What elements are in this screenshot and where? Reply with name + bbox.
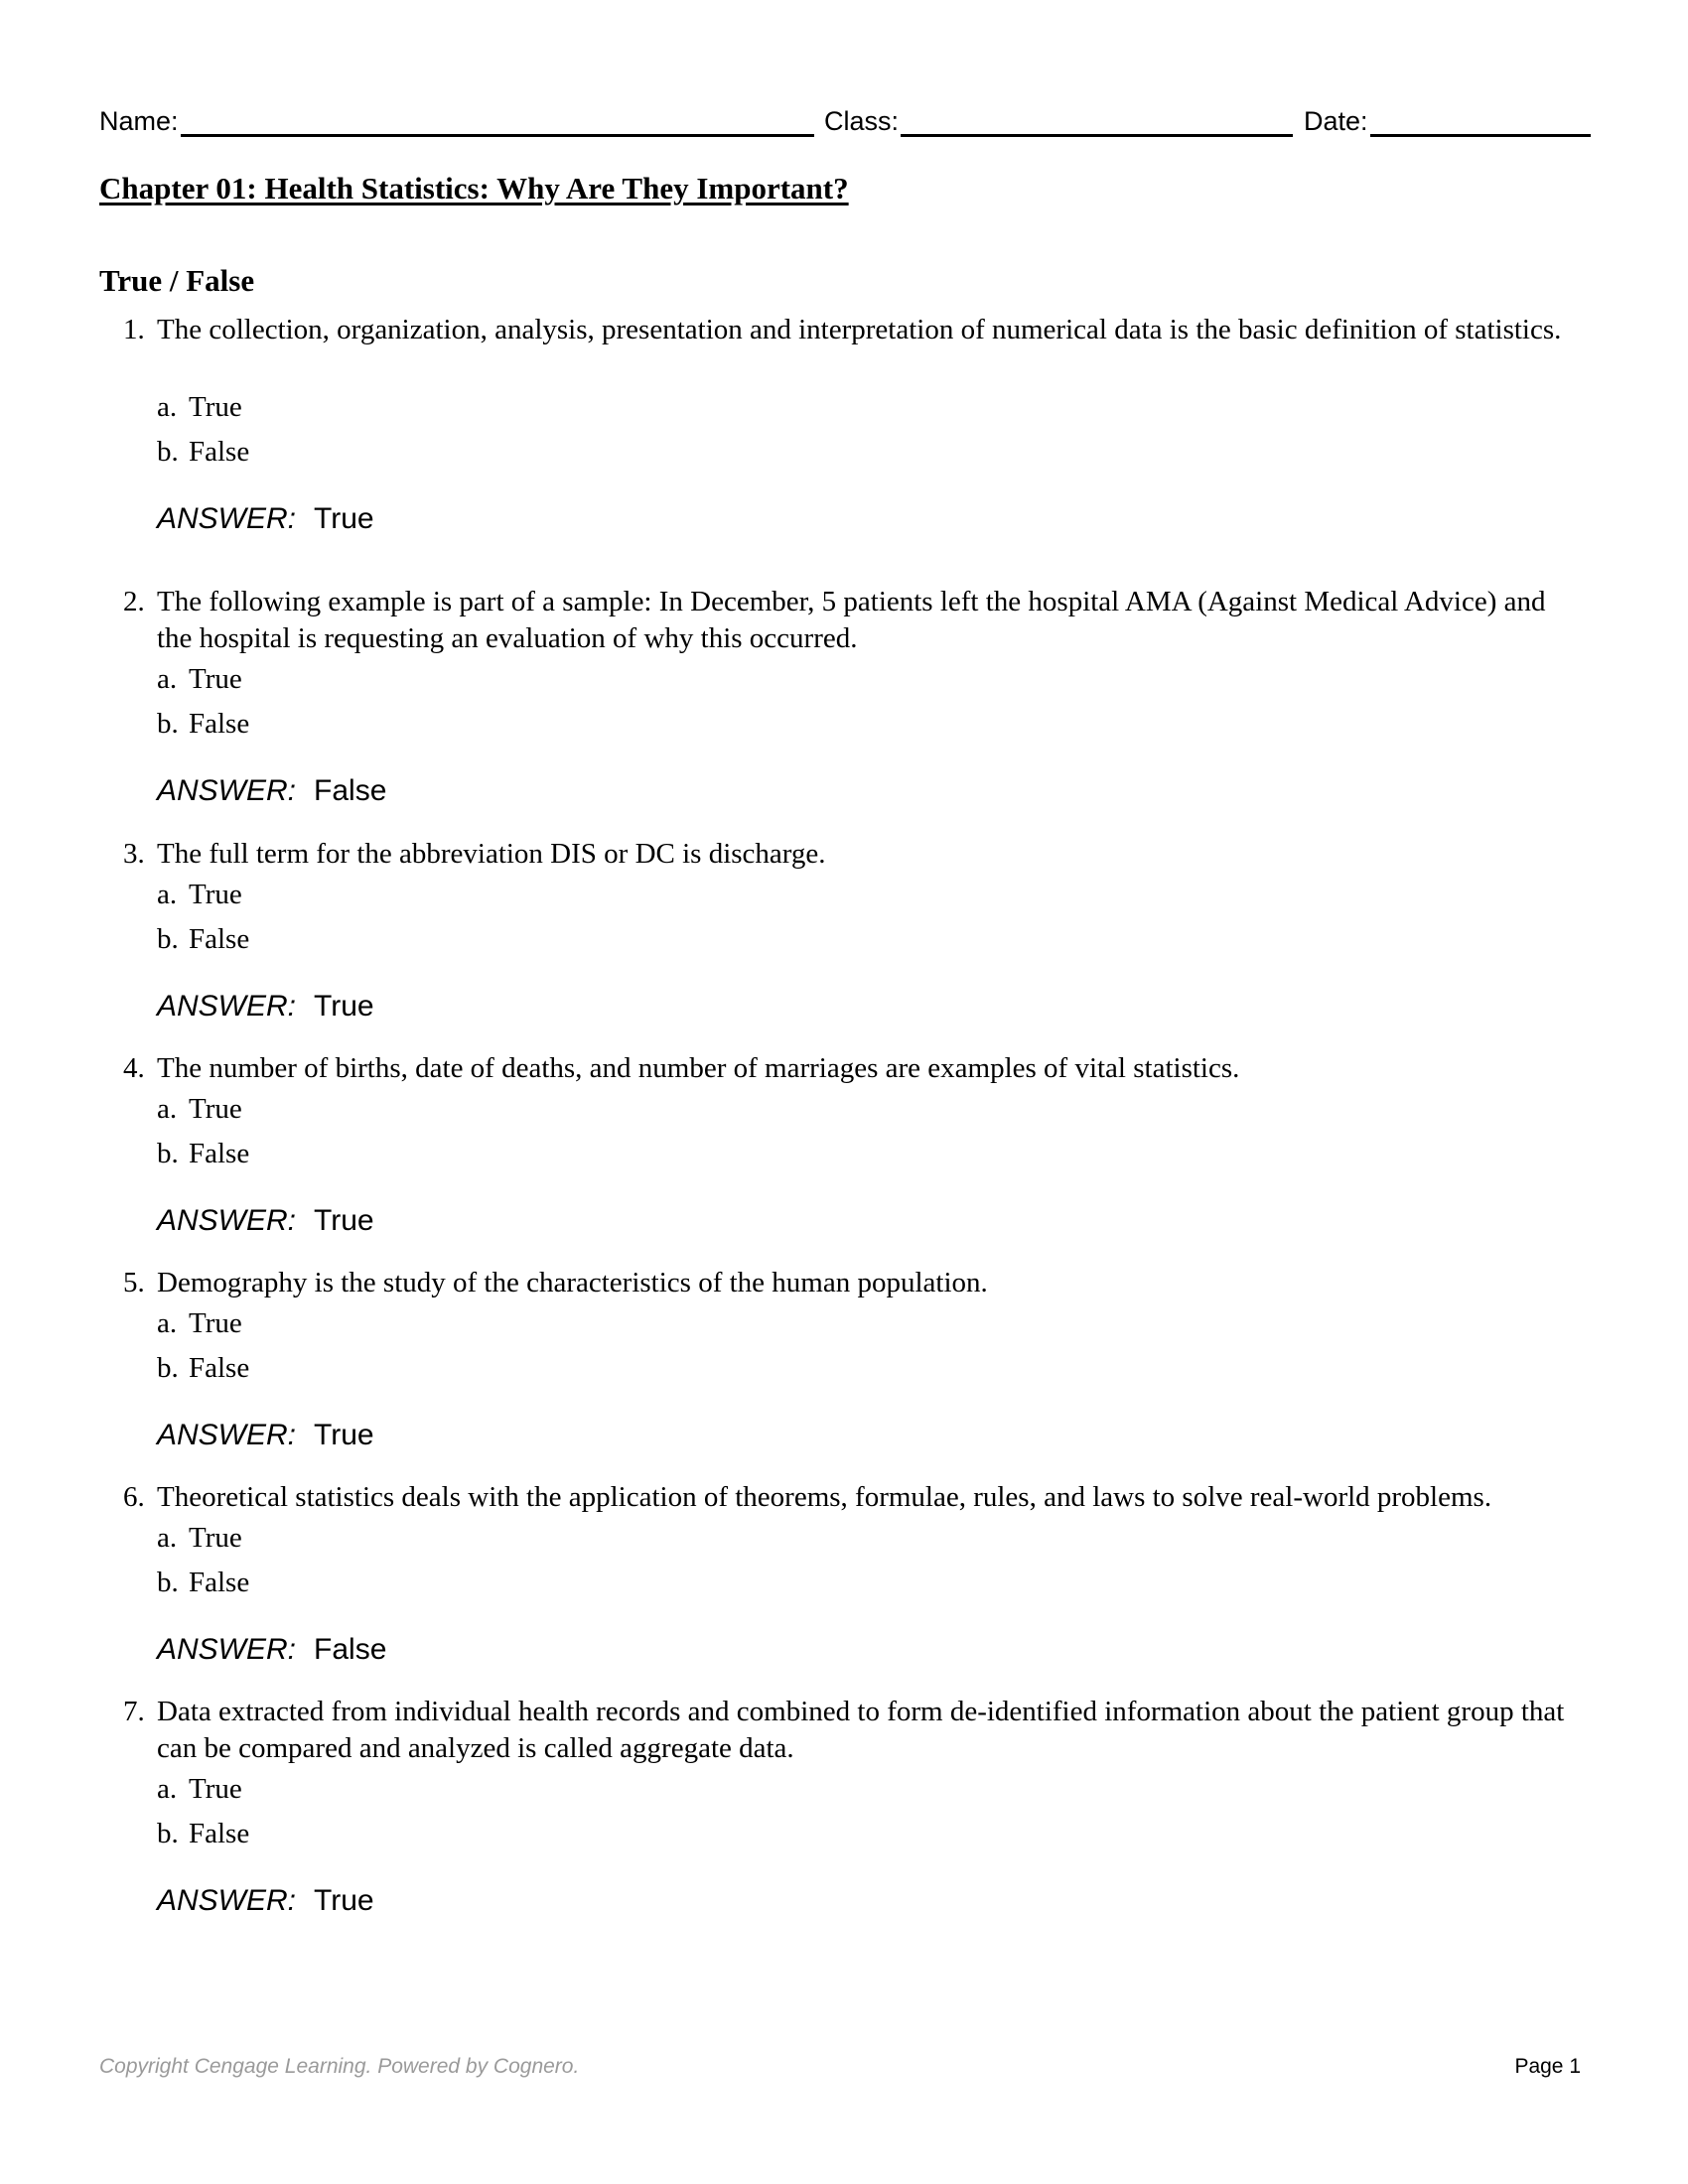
question-text: Data extracted from individual health records and combined to form de-identified information about the patient group that can be compared and analyzed is called aggregate data. [157, 1696, 1565, 1764]
option-letter: a. [157, 1773, 178, 1805]
option-letter: a. [157, 391, 178, 423]
option-text: True [189, 879, 242, 910]
page-number: Page 1 [1514, 2055, 1581, 2078]
answer-value: True [314, 1204, 374, 1237]
answer-label: ANSWER: [157, 1884, 297, 1917]
question-number: 6. [123, 1481, 145, 1513]
date-blank-line[interactable] [1370, 100, 1591, 137]
answer-line [157, 771, 386, 811]
option-b[interactable] [157, 706, 249, 743]
option-text: True [189, 1307, 242, 1339]
answer-label: ANSWER: [157, 1633, 297, 1666]
answer-value: True [314, 1884, 374, 1917]
option-letter: a. [157, 879, 178, 910]
answer-label: ANSWER: [157, 990, 297, 1023]
option-b[interactable] [157, 1816, 249, 1852]
chapter-title: Chapter 01: Health Statistics: Why Are They Important? [99, 171, 849, 205]
answer-label: ANSWER: [157, 1204, 297, 1237]
option-text: False [189, 1567, 250, 1598]
name-blank-line[interactable] [181, 100, 814, 137]
option-text: True [189, 1093, 242, 1125]
option-letter: b. [157, 1567, 179, 1598]
option-text: True [189, 663, 242, 695]
option-text: False [189, 923, 250, 955]
answer-label: ANSWER: [157, 1419, 297, 1451]
question-number: 5. [123, 1267, 145, 1298]
answer-label: ANSWER: [157, 502, 297, 535]
option-a[interactable] [157, 1305, 242, 1342]
option-letter: b. [157, 1138, 179, 1169]
answer-label: ANSWER: [157, 774, 297, 807]
option-text: False [189, 1352, 250, 1384]
class-blank-line[interactable] [901, 100, 1293, 137]
question-text: The full term for the abbreviation DIS or DC is discharge. [157, 838, 826, 870]
option-text: False [189, 436, 250, 468]
option-text: False [189, 1818, 250, 1849]
option-a[interactable] [157, 1091, 242, 1128]
name-field[interactable] [99, 97, 814, 137]
question-number: 1. [123, 314, 145, 345]
option-a[interactable] [157, 877, 242, 913]
class-field[interactable] [824, 97, 1293, 137]
answer-line [157, 1201, 374, 1241]
option-text: True [189, 391, 242, 423]
option-letter: b. [157, 923, 179, 955]
date-label: Date: [1304, 106, 1368, 136]
option-b[interactable] [157, 1136, 249, 1172]
option-letter: b. [157, 708, 179, 740]
answer-value: True [314, 1419, 374, 1451]
question-number: 3. [123, 838, 145, 870]
answer-value: False [314, 774, 387, 807]
option-text: True [189, 1773, 242, 1805]
answer-line [157, 499, 374, 539]
option-b[interactable] [157, 1350, 249, 1387]
answer-value: False [314, 1633, 387, 1666]
option-letter: a. [157, 1307, 178, 1339]
answer-line [157, 1881, 374, 1921]
answer-line [157, 1416, 374, 1455]
option-text: True [189, 1522, 242, 1554]
class-label: Class: [824, 106, 900, 136]
question-text: The collection, organization, analysis, presentation and interpretation of numerical data is the basic definition of statistics. [157, 314, 1562, 345]
option-b[interactable] [157, 1565, 249, 1601]
option-a[interactable] [157, 661, 242, 698]
option-text: False [189, 1138, 250, 1169]
question-text: Demography is the study of the characteristics of the human population. [157, 1267, 988, 1298]
option-letter: a. [157, 1093, 178, 1125]
question-text: Theoretical statistics deals with the application of theorems, formulae, rules, and laws to solve real-world problems. [157, 1481, 1492, 1513]
question-number: 2. [123, 586, 145, 617]
section-heading: True / False [99, 263, 255, 298]
question-number: 7. [123, 1696, 145, 1727]
answer-line [157, 987, 374, 1026]
option-a[interactable] [157, 389, 242, 426]
student-info-header [99, 97, 1579, 137]
question-text: The number of births, date of deaths, and number of marriages are examples of vital statistics. [157, 1052, 1240, 1084]
footer-copyright: Copyright Cengage Learning. Powered by Cognero. [99, 2055, 580, 2078]
answer-value: True [314, 502, 374, 535]
option-letter: a. [157, 663, 178, 695]
answer-line [157, 1630, 386, 1670]
question-text: The following example is part of a sample: In December, 5 patients left the hospital AMA (Against Medical Advice) and the hospital is requesting an evaluation of why this occurred. [157, 586, 1546, 654]
option-b[interactable] [157, 921, 249, 958]
option-letter: a. [157, 1522, 178, 1554]
option-text: False [189, 708, 250, 740]
date-field[interactable] [1304, 97, 1591, 137]
question-number: 4. [123, 1052, 145, 1084]
option-letter: b. [157, 436, 179, 468]
name-label: Name: [99, 106, 179, 136]
option-letter: b. [157, 1818, 179, 1849]
option-letter: b. [157, 1352, 179, 1384]
option-a[interactable] [157, 1520, 242, 1557]
answer-value: True [314, 990, 374, 1023]
option-a[interactable] [157, 1771, 242, 1808]
option-b[interactable] [157, 434, 249, 471]
